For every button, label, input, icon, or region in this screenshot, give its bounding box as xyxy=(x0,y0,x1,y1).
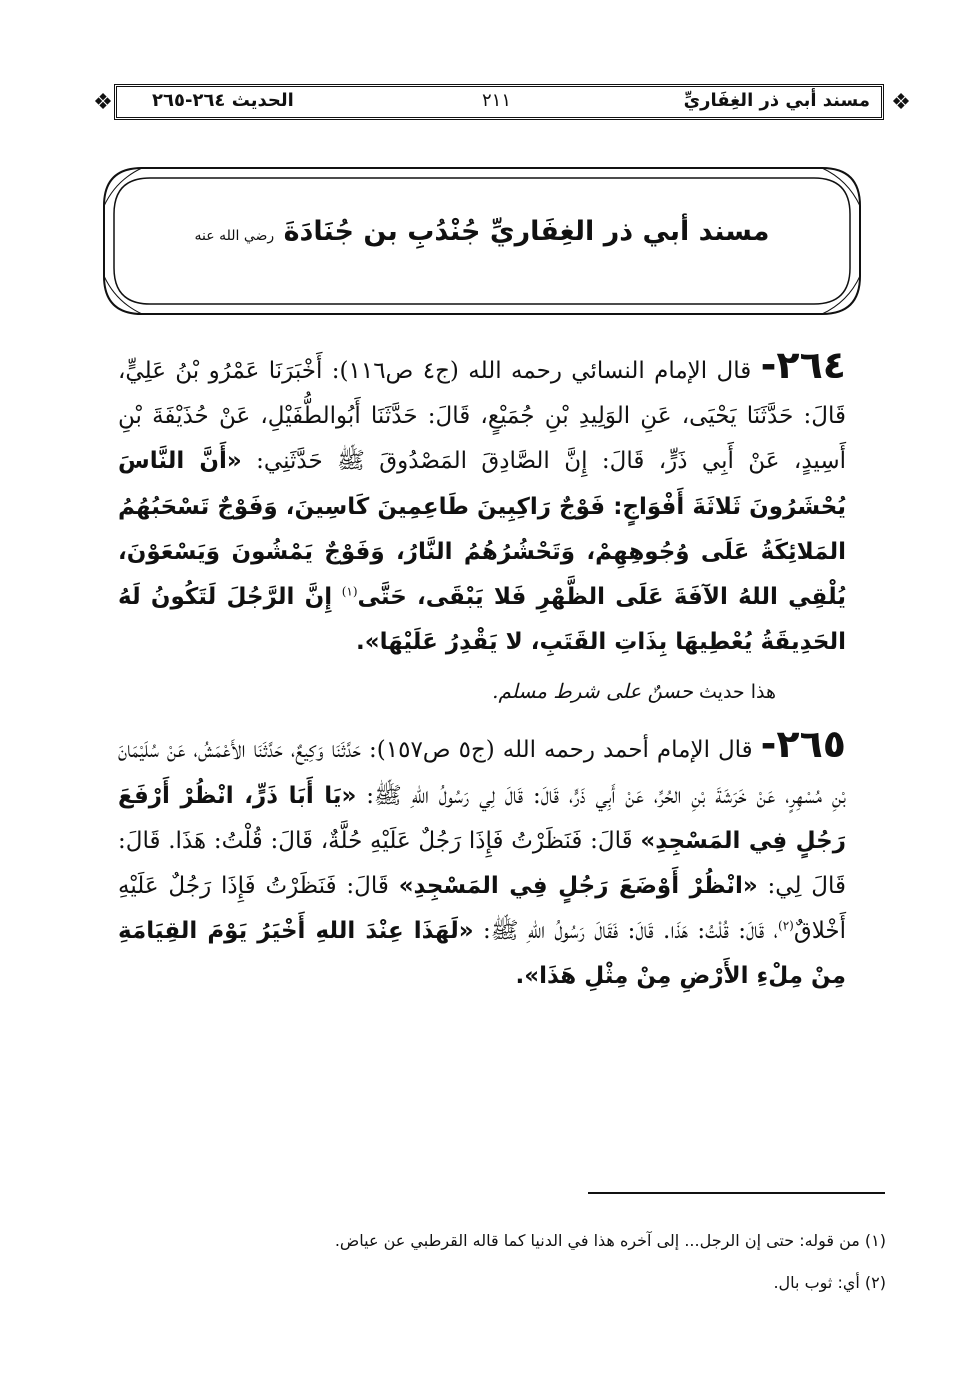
header-hadith-range: الحديث ٢٦٤-٢٦٥ xyxy=(152,90,294,111)
hadith-matn-continued: إِنَّ الرَّجُلَ لَتَكُونُ لَهُ الحَدِيقَةُ يُعْطِيهَا بِذَاتِ القَتَبِ، لا يَقْدِرُ عَلَيْهَا». xyxy=(118,584,846,656)
section-title xyxy=(102,216,862,247)
ornament-right-icon: ❖ xyxy=(891,90,911,115)
hadith-matn: «أَنَّ النَّاسَ يُحْشَرُونَ ثَلاثَةَ أَفْوَاجٍ: فَوْجٌ رَاكِبِينَ طَاعِمِينَ كَاسِينَ، وَفَوْجٌ تَسْحَبُهُمُ المَلائِكَةُ عَلَى وُجُوهِهِمْ، وَتَحْشُرُهُمُ النَّارُ، وَفَوْجٌ يَمْشُونَ وَيَسْعَوْنَ، يُلْقِي اللهُ الآفَةَ عَلَى الظَّهْرِ فَلا يَبْقَى، حَتَّى xyxy=(118,448,847,611)
footnote-2: (٢) أي: ثوب بال. xyxy=(773,1273,886,1292)
hadith-narration: ، قَالَ: قُلْتُ: هَذَا. قَالَ: فَقَالَ رَسُولُ اللهِ ﷺ: xyxy=(482,918,779,945)
ornament-left-icon: ❖ xyxy=(93,90,113,115)
footnote-ref: (٢) xyxy=(778,918,794,933)
footnote-divider xyxy=(588,1192,885,1194)
hadith-narration: قَالَ: فَنَظَرْتُ فَإِذَا رَجُلٌ عَلَيْهِ أَخْلاقٌ xyxy=(118,873,847,945)
footnote-1: (١) من قوله: حتى إن الرجل... إلى آخره هذا في الدنيا كما قاله القرطبي عن عياض. xyxy=(334,1231,886,1250)
header-book-title: مسند أبي ذر الغِفَاريِّ xyxy=(683,90,870,111)
hadith-265 xyxy=(118,724,846,999)
footnotes xyxy=(230,1220,886,1304)
hadith-number: ٢٦٤- xyxy=(760,343,846,387)
hadith-264 xyxy=(118,345,846,665)
grade-handwritten: حسنٌ على شرط مسلم. xyxy=(492,679,693,704)
hadith-narration: قَالَ: فَنَظَرْتُ فَإِذَا رَجُلٌ عَلَيْهِ حُلَّةٌ، قَالَ: قُلْتُ: هَذَا. قَالَ: قَالَ لِي: xyxy=(118,827,847,900)
hadith-quote: «لَهَذَا عِنْدَ اللهِ أَخْيَرُ يَوْمَ القِيَامَةِ مِنْ مِلْءِ الأَرْضِ مِنْ مِثْلِ هَذَا». xyxy=(118,918,846,990)
hadith-isnad: قال الإمام النسائي رحمه الله (ج٤ ص١١٦): أَخْبَرَنَا عَمْرُو بْنُ عَلِيٍّ، قَالَ: حَدَّثَنَا يَحْيَى، عَنِ الوَلِيدِ بْنِ جُمَيْعٍ، قَالَ: حَدَّثَنَا أَبُوالطُّفَيْلِ، عَنْ حُذَيْفَةَ بْنِ أَسِيدٍ، عَنْ أَبِي ذَرٍّ، قَالَ: إِنَّ الصَّادِقَ المَصْدُوقَ ﷺ حَدَّثَنِي: xyxy=(118,358,847,475)
hadith-grade xyxy=(118,673,776,710)
running-header xyxy=(92,78,912,128)
page-number: ٢١١ xyxy=(482,90,512,111)
footnote-ref: (١) xyxy=(341,584,358,599)
hadith-number: ٢٦٥- xyxy=(760,722,846,767)
hadith-isnad: قال الإمام أحمد رحمه الله (ج٥ ص١٥٧): حَدَّثَنَا وَكِيعٌ، حَدَّثَنَا الأَعْمَشُ، عَنْ سُلَيْمَانَ بْنِ مُسْهِرٍ، عَنْ خَرَشَةَ بْنِ الحُرِّ، عَنْ أَبِي ذَرٍّ، قَالَ: قَالَ لِي رَسُولُ اللهِ ﷺ: xyxy=(118,737,847,809)
grade-prefix: هذا حديث xyxy=(699,681,776,704)
section-title-text: مسند أبي ذر الغِفَاريِّ جُنْدُبِ بن جُنَادَةَ xyxy=(283,216,770,247)
hadith-quote: «انْظُرْ أَوْضَعَ رَجُلٍ فِي المَسْجِدِ» xyxy=(398,873,758,900)
hadith-quote: «يَا أَبَا ذَرٍّ، انْظُرْ أَرْفَعَ رَجُلٍ فِي المَسْجِدِ» xyxy=(118,782,846,854)
page-body xyxy=(118,345,846,1000)
honorific-ligature: رضي الله عنه xyxy=(194,228,275,244)
section-title-box xyxy=(102,166,862,316)
